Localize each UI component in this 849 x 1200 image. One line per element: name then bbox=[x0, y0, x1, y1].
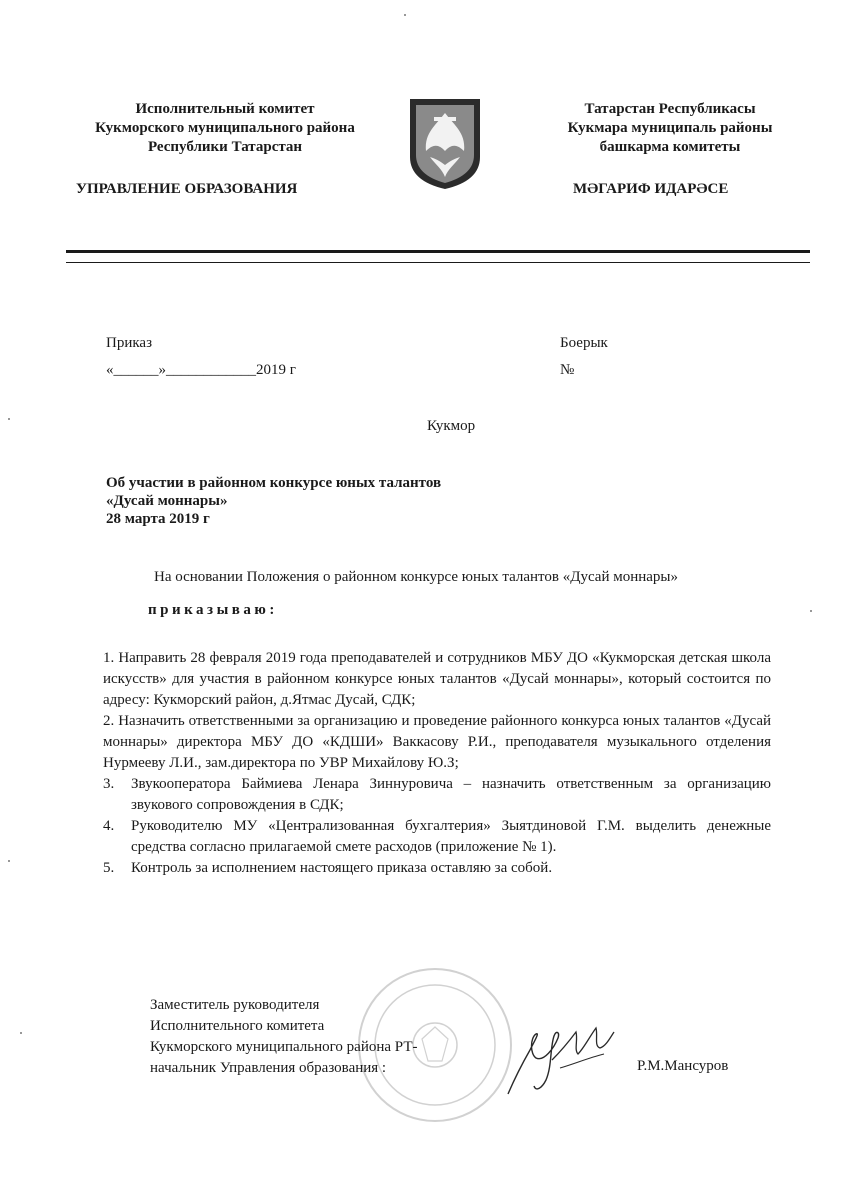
list-item bbox=[103, 648, 771, 711]
header-right-line-2: Кукмара муниципаль районы bbox=[567, 120, 773, 136]
list-item bbox=[103, 858, 771, 879]
signer-name: Р.М.Мансуров bbox=[637, 1058, 729, 1074]
subject-line-2: «Дусай моннары» bbox=[106, 493, 228, 509]
header-right-line-1: Татарстан Республикасы bbox=[584, 101, 756, 117]
item-text: Контроль за исполнением настоящего приказа оставляю за собой. bbox=[131, 860, 553, 876]
city-name: Кукмор bbox=[427, 418, 476, 434]
handwritten-signature-icon bbox=[500, 1010, 620, 1100]
signer-title-line-1: Заместитель руководителя bbox=[150, 997, 320, 1013]
scan-speck bbox=[8, 418, 10, 420]
header-left-line-3: Республики Татарстан bbox=[147, 139, 303, 155]
header-left-line-1: Исполнительный комитет bbox=[135, 101, 315, 117]
header-left-line-2: Кукморского муниципального района bbox=[95, 120, 355, 136]
list-item bbox=[103, 711, 771, 774]
scan-speck bbox=[20, 1032, 22, 1034]
scan-speck bbox=[810, 610, 812, 612]
header-left-block bbox=[60, 100, 390, 157]
list-item bbox=[103, 774, 771, 816]
department-name-ru: УПРАВЛЕНИЕ ОБРАЗОВАНИЯ bbox=[76, 181, 298, 197]
item-number: 2. bbox=[103, 713, 115, 729]
signature-block bbox=[150, 995, 510, 1079]
item-number: 4. bbox=[103, 818, 115, 834]
item-text: Звукооператора Баймиева Ленара Зиннуровича – назначить ответственным за организацию звукового сопровождения в СДК; bbox=[131, 776, 771, 813]
header-divider-thin bbox=[66, 262, 810, 263]
item-number: 5. bbox=[103, 860, 115, 876]
order-directive-word: приказываю: bbox=[148, 602, 278, 618]
item-text: Назначить ответственными за организацию и проведение районного конкурса юных талантов «Дусай моннары» директора МБУ ДО «КДШИ» Ваккасову Р.И., преподавателя музыкального отделения Нурмееву Л.И., зам.директора по УВР Михайлову Ю.З; bbox=[103, 713, 772, 771]
order-items-list bbox=[103, 648, 771, 879]
header-right-line-3: башкарма комитеты bbox=[599, 139, 741, 155]
order-label-tt: Боерык bbox=[560, 335, 608, 351]
subject-line-1: Об участии в районном конкурсе юных талантов bbox=[106, 475, 442, 491]
order-basis: На основании Положения о районном конкурсе юных талантов «Дусай моннары» bbox=[154, 569, 679, 585]
order-number-line: № bbox=[560, 362, 575, 378]
subject-line-3: 28 марта 2019 г bbox=[106, 511, 210, 527]
scan-speck bbox=[404, 14, 406, 16]
item-text: Руководителю МУ «Централизованная бухгалтерия» Зыятдиновой Г.М. выделить денежные средства согласно прилагаемой смете расходов (приложение № 1). bbox=[131, 818, 771, 855]
item-number: 3. bbox=[103, 776, 115, 792]
signer-title-line-4: начальник Управления образования : bbox=[150, 1060, 387, 1076]
signer-title-line-2: Исполнительного комитета bbox=[150, 1018, 325, 1034]
department-name-tt: МӘГАРИФ ИДАРӘСЕ bbox=[573, 181, 729, 197]
scan-speck bbox=[8, 860, 10, 862]
kukmor-emblem-icon bbox=[406, 95, 484, 191]
list-item bbox=[103, 816, 771, 858]
order-subject bbox=[106, 474, 606, 528]
item-text: Направить 28 февраля 2019 года преподавателей и сотрудников МБУ ДО «Кукморская детская школа искусств» для участия в районном конкурсе юных талантов «Дусай моннары», который состоится по адресу: Кукморский район, д.Ятмас Дусай, СДК; bbox=[103, 650, 772, 708]
signer-title-line-3: Кукморского муниципального района РТ- bbox=[150, 1039, 418, 1055]
item-number: 1. bbox=[103, 650, 115, 666]
header-right-block bbox=[520, 100, 820, 157]
order-date-line: «______»____________2019 г bbox=[106, 362, 296, 378]
order-label-ru: Приказ bbox=[106, 335, 153, 351]
header-divider-thick bbox=[66, 250, 810, 253]
